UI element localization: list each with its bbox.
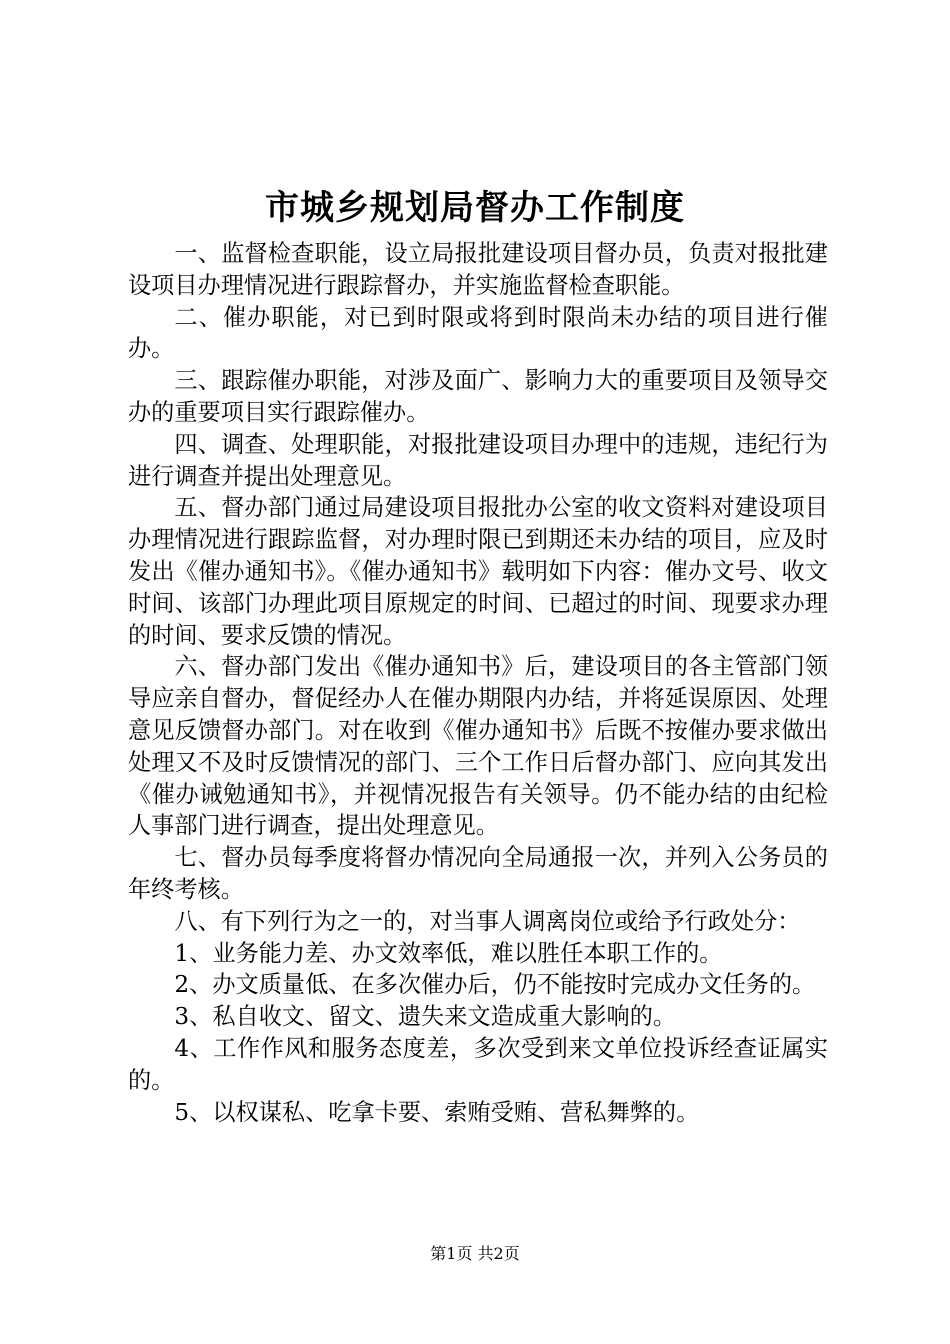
list-item-4: 4、工作作风和服务态度差，多次受到来文单位投诉经查证属实的。 — [128, 1034, 828, 1094]
paragraph-7: 七、督办员每季度将督办情况向全局通报一次，并列入公务员的年终考核。 — [128, 844, 828, 903]
paragraph-3: 三、跟踪催办职能，对涉及面广、影响力大的重要项目及领导交办的重要项目实行跟踪催办。 — [128, 367, 828, 426]
paragraph-4: 四、调查、处理职能，对报批建设项目办理中的违规，违纪行为进行调查并提出处理意见。 — [128, 430, 828, 490]
list-item-2: 2、办文质量低、在多次催办后，仍不能按时完成办文任务的。 — [174, 971, 816, 999]
paragraph-6: 六、督办部门发出《催办通知书》后，建设项目的各主管部门领导应亲自督办，督促经办人在催办期限内办结，并将延误原因、处理意见反馈督办部门。对在收到《催办通知书》后既不按催办要求做出处理又不及时反馈情况的部门、三个工作日后督办部门、应向其发出《催办诫勉通知书》，并视情况报告有关领导。仍不能办结的由纪检人事部门进行调查，提出处理意见。 — [128, 653, 828, 840]
document-body — [128, 238, 828, 1128]
list-item-3: 3、私自收文、留文、遗失来文造成重大影响的。 — [174, 1003, 677, 1031]
paragraph-8: 八、有下列行为之一的，对当事人调离岗位或给予行政处分： — [174, 907, 801, 935]
paragraph-1: 一、监督检查职能，设立局报批建设项目督办员，负责对报批建设项目办理情况进行跟踪督办，并实施监督检查职能。 — [128, 240, 828, 299]
paragraph-5: 五、督办部门通过局建设项目报批办公室的收文资料对建设项目办理情况进行跟踪监督，对办理时限已到期还未办结的项目，应及时发出《催办通知书》。《催办通知书》载明如下内容：催办文号、收文时间、该部门办理此项目原规定的时间、已超过的时间、现要求办理的时间、要求反馈的情况。 — [128, 494, 828, 649]
list-item-5: 5、以权谋私、吃拿卡要、索贿受贿、营私舞弊的。 — [174, 1098, 700, 1126]
list-item-1: 1、业务能力差、办文效率低，难以胜任本职工作的。 — [174, 939, 723, 967]
document-title: 市城乡规划局督办工作制度 — [265, 188, 685, 228]
paragraph-2: 二、催办职能，对已到时限或将到时限尚未办结的项目进行催办。 — [128, 303, 828, 363]
page-number-footer: 第1页 共2页 — [430, 1244, 520, 1263]
